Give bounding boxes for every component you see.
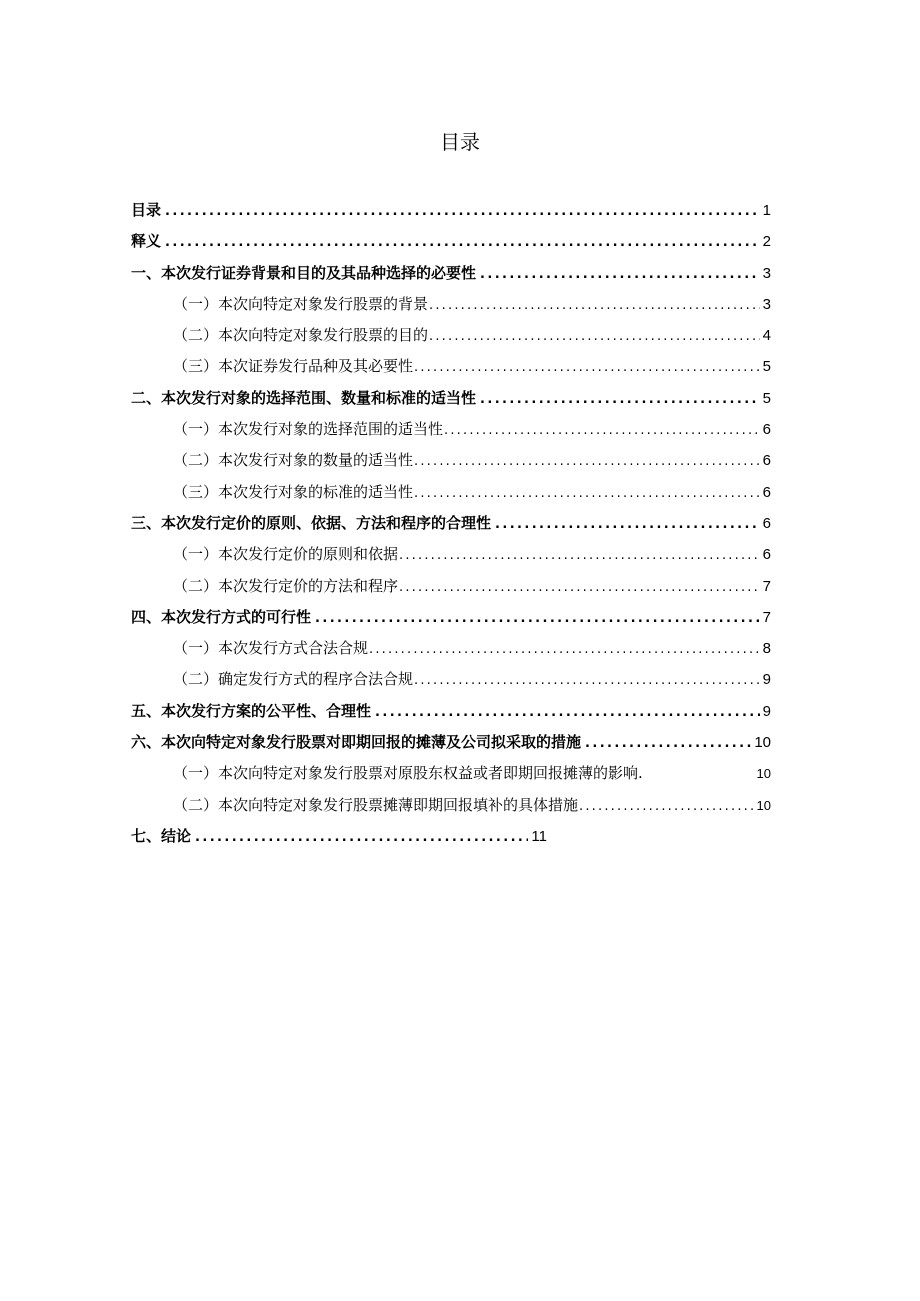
toc-dot-leader — [495, 513, 760, 537]
toc-entry-title: （一）本次发行定价的原则和依据 — [173, 545, 399, 564]
toc-entry-section-3-1[interactable] — [131, 542, 771, 573]
toc-entry-title: 四、本次发行方式的可行性 — [131, 607, 312, 626]
toc-dot-leader — [375, 701, 760, 725]
toc-page-number: 3 — [762, 295, 771, 313]
toc-dot-leader — [414, 450, 760, 474]
toc-dot-leader — [165, 231, 760, 255]
toc-page-number: 2 — [762, 233, 771, 251]
toc-entry-title: （一）本次向特定对象发行股票的背景 — [173, 294, 429, 313]
toc-entry-section-4-2[interactable] — [131, 667, 771, 698]
toc-dot-leader — [480, 263, 760, 287]
table-of-contents — [131, 198, 771, 855]
toc-entry-section-6-2[interactable] — [131, 793, 771, 824]
toc-entry-title: 三、本次发行定价的原则、依据、方法和程序的合理性 — [131, 513, 492, 532]
toc-page-number: 6 — [762, 546, 771, 564]
toc-entry-title: 七、结论 — [131, 826, 192, 845]
toc-entry-title: （一）本次向特定对象发行股票对原股东权益或者即期回报摊薄的影响. — [173, 764, 643, 783]
toc-page-number: 1 — [762, 202, 771, 219]
toc-entry-section-1-3[interactable] — [131, 354, 771, 385]
toc-entry-section-2-1[interactable] — [131, 417, 771, 448]
toc-entry-title: （一）本次发行方式合法合规 — [173, 639, 369, 658]
toc-entry-section-1-1[interactable] — [131, 292, 771, 323]
toc-entry-section-7[interactable] — [131, 824, 547, 855]
toc-entry-title: （二）本次向特定对象发行股票的目的 — [173, 326, 429, 345]
toc-dot-leader — [315, 607, 760, 631]
toc-entry-title: （二）本次发行定价的方法和程序 — [173, 576, 399, 595]
toc-dot-leader — [399, 544, 760, 568]
toc-entry-title: 六、本次向特定对象发行股票对即期回报的摊薄及公司拟采取的措施 — [131, 733, 582, 752]
toc-entry-title: （二）本次发行对象的数量的适当性 — [173, 451, 414, 470]
toc-entry-section-2-2[interactable] — [131, 448, 771, 479]
toc-page-number: 7 — [762, 577, 771, 595]
toc-entry-title: （二）本次向特定对象发行股票摊薄即期回报填补的具体措施 — [173, 795, 579, 814]
toc-entry-section-3[interactable] — [131, 511, 771, 542]
toc-entry-section-6[interactable] — [131, 730, 771, 761]
toc-dot-leader — [444, 419, 760, 443]
toc-page-number: 11 — [531, 827, 547, 845]
toc-entry-definitions[interactable] — [131, 229, 771, 260]
toc-entry-contents[interactable] — [131, 198, 771, 229]
toc-dot-leader — [195, 826, 528, 850]
toc-page-number: 10 — [756, 797, 771, 813]
toc-entry-section-1[interactable] — [131, 261, 771, 292]
toc-entry-title: 五、本次发行方案的公平性、合理性 — [131, 701, 372, 720]
toc-dot-leader — [414, 482, 760, 506]
toc-page-number: 8 — [762, 640, 771, 658]
toc-dot-leader — [585, 732, 751, 756]
toc-entry-section-6-1[interactable] — [131, 761, 771, 792]
page-title: 目录 — [440, 130, 480, 154]
toc-dot-leader — [165, 200, 760, 224]
toc-dot-leader — [369, 638, 760, 662]
toc-page-number: 7 — [762, 608, 771, 626]
toc-page-number: 5 — [762, 358, 771, 376]
toc-entry-section-4[interactable] — [131, 605, 771, 636]
toc-dot-leader — [399, 576, 760, 600]
toc-entry-title: 一、本次发行证券背景和目的及其品种选择的必要性 — [131, 263, 477, 282]
toc-page-number: 9 — [762, 702, 771, 720]
toc-entry-section-1-2[interactable] — [131, 323, 771, 354]
toc-page-number: 4 — [762, 327, 771, 345]
toc-dot-leader — [429, 325, 760, 349]
toc-entry-title: 目录 — [131, 201, 162, 219]
toc-entry-section-3-2[interactable] — [131, 574, 771, 605]
toc-page-number: 10 — [754, 734, 771, 752]
toc-page-number: 6 — [762, 452, 771, 470]
toc-page-number: 3 — [762, 264, 771, 282]
toc-page-number: 6 — [762, 483, 771, 501]
toc-entry-title: （三）本次证券发行品种及其必要性 — [173, 357, 414, 376]
toc-dot-leader — [579, 795, 754, 819]
toc-entry-title: 二、本次发行对象的选择范围、数量和标准的适当性 — [131, 388, 477, 407]
toc-entry-title: （三）本次发行对象的标准的适当性 — [173, 482, 414, 501]
toc-dot-leader — [414, 669, 760, 693]
toc-page-number: 9 — [762, 671, 771, 689]
toc-entry-section-4-1[interactable] — [131, 636, 771, 667]
toc-entry-title: （二）确定发行方式的程序合法合规 — [173, 670, 414, 689]
toc-page-number: 6 — [762, 514, 771, 532]
toc-dot-leader — [414, 356, 760, 380]
toc-dot-leader — [480, 388, 760, 412]
toc-page-number: 10 — [756, 766, 771, 782]
toc-entry-section-2-3[interactable] — [131, 480, 771, 511]
toc-page-number: 6 — [762, 421, 771, 439]
toc-entry-section-5[interactable] — [131, 699, 771, 730]
toc-dot-leader — [429, 294, 760, 318]
toc-entry-title: 释义 — [131, 232, 162, 251]
toc-entry-title: （一）本次发行对象的选择范围的适当性 — [173, 420, 444, 439]
toc-entry-section-2[interactable] — [131, 386, 771, 417]
toc-page-number: 5 — [762, 389, 771, 407]
